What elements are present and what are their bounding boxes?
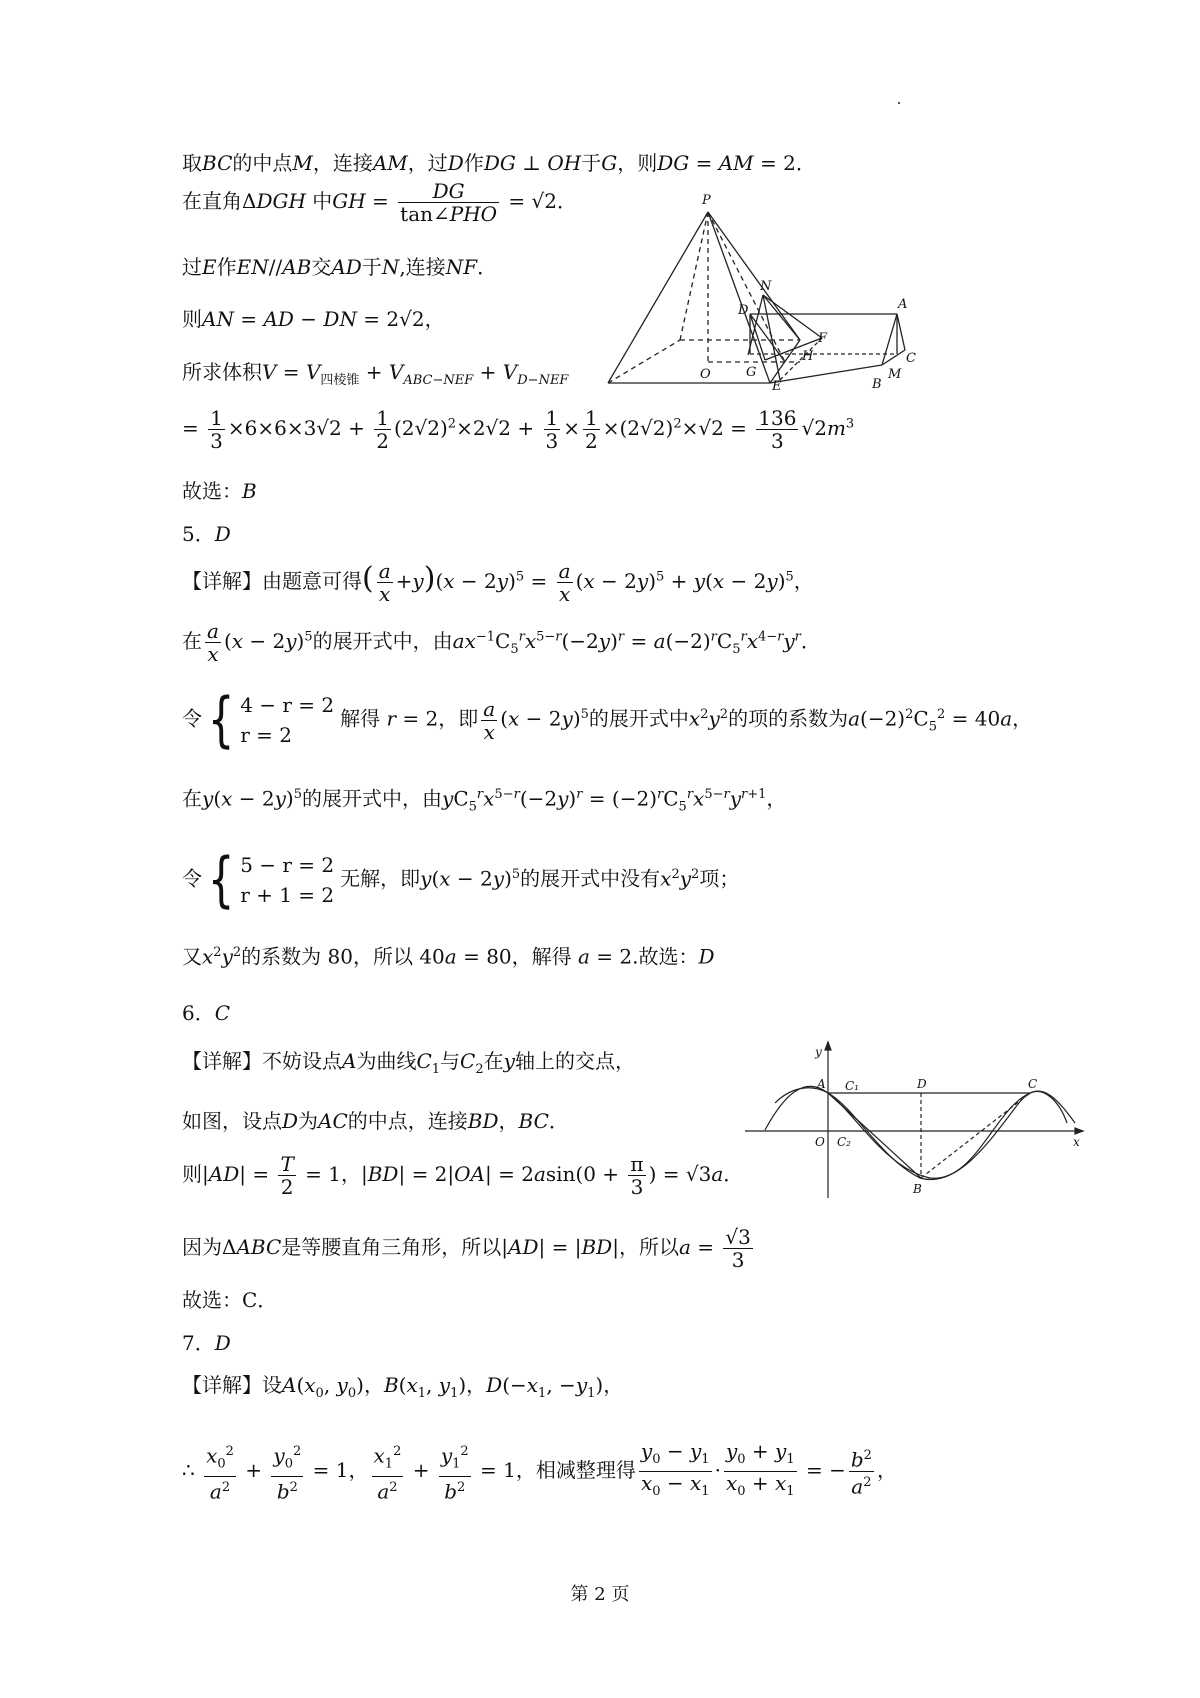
q5-line-3: 令 { 4 − r = 2 r = 2 解得 r = 2，即 $\frac{a}{x}$ $(x - 2y)^5$的展开式中$x^2y^2$的项的系数为$a(-2)^2C_5^2 = 40a$， [182, 685, 1033, 755]
label-M: M [888, 367, 902, 382]
q5-heading: 5．D [182, 522, 231, 546]
q6-line-4: 因为ΔABC是等腰直角三角形，所以|AD| = |BD|，所以a = $\frac{√3}{3}$ [182, 1225, 751, 1272]
label-B: B [872, 377, 882, 392]
q5-line-2: 在 $\frac{a}{x}$ $(x - 2y)^5$的展开式中，由$ax^{-1}C_5^rx^{5-r}(-2y)^r = a(-2)^rC_5^rx^{4-r}y^r$． [182, 619, 821, 666]
label-O: O [700, 367, 711, 382]
q6-line-3: 则|AD| = $\frac{T}{2}$ = 1，|BD| = 2|OA| = 2asin(0 + $\frac{\pi}{3}$ ) = √3a． [182, 1152, 744, 1199]
label-D: D [917, 1077, 927, 1091]
label-F: F [818, 331, 828, 346]
q5-system-1-eq1: 4 − r = 2 [240, 693, 335, 717]
text-line-1: 取BC的中点M，连接AM，过D作DG ⊥ OH于G，则DG = AM = 2． [182, 151, 816, 175]
label-O: O [815, 1135, 825, 1149]
label-x: x [1073, 1135, 1080, 1149]
label-E: E [772, 379, 782, 394]
text-line-7: 故选：B [182, 479, 257, 503]
q7-line-2: ∴ $\frac{x_0^2}{a^2}$ + $\frac{y_0^2}{b^2}$ = 1， $\frac{x_1^2}{a^2}$ + $\frac{y_1^2}{b^2}$ = 1，相减整理得 $\frac{y_0 - y_1}{x_0 - x_1}$ · $\frac{y_0 + y_1}{x_0 + x_1}$ = − $\frac{b^2}{a^2}$ ， [182, 1439, 897, 1504]
q7-line-1: 【详解】设$A(x_0$, $y_0$)，$B(x_1$, $y_1$)，$D(-x_1$, $-y_1$)， [182, 1373, 624, 1401]
corner-dot [898, 102, 900, 104]
q5-line-5: 令 { 5 − r = 2 r + 1 = 2 无解，即$y(x - 2y)^5$的展开式中没有$x^2y^2$项； [182, 845, 740, 915]
label-C2: C₂ [837, 1135, 851, 1149]
q5-system-2-eq1: 5 − r = 2 [240, 853, 335, 877]
text-line-6: = $\frac{1}{3}$ ×6×6×3√2 + $\frac{1}{2}$ $(2√2)^2\times 2√2$ + $\frac{1}{3}$ × $\frac{1}{2}$ $\times(2√2)^2\times√2$ = $\frac{136}{3}$ $√2m^3$ [182, 406, 855, 453]
label-A: A [898, 297, 908, 312]
q6-heading: 6．C [182, 1001, 231, 1025]
q6-line-2: 如图，设点D为AC的中点，连接BD，BC． [182, 1109, 569, 1133]
label-C1: C₁ [845, 1079, 859, 1093]
q5-system-1-eq2: r = 2 [240, 723, 292, 747]
q5-line-1: 【详解】由题意可得( $\frac{a}{x}$ $+y)(x - 2y)^5$ = $\frac{a}{x}$ $(x - 2y)^5 + y(x - 2y)^5$， [182, 559, 814, 606]
q6-line-1: 【详解】不妨设点A为曲线$C_1$与$C_2$在y轴上的交点， [182, 1049, 635, 1077]
text-line-5: 所求体积$V = V_{四棱锥} + V_{ABC-NEF} + V_{D-NEF}$ [182, 360, 569, 388]
page-footer: 第 2 页 [570, 1584, 630, 1605]
label-y: y [815, 1045, 822, 1059]
text-line-3: 过E作EN//AB交AD于N,连接NF． [182, 255, 498, 279]
label-P: P [702, 193, 711, 208]
text-line-4: 则AN = AD − DN = 2√2， [182, 307, 445, 331]
label-B: B [913, 1182, 922, 1196]
label-A: A [817, 1077, 826, 1091]
label-C: C [1028, 1077, 1038, 1091]
label-H: H [802, 349, 814, 364]
pyramid-figure [600, 190, 920, 395]
q5-system-2-eq2: r + 1 = 2 [240, 883, 335, 907]
q5-line-4: 在$y(x - 2y)^5$的展开式中，由$yC_5^rx^{5-r}(-2y)^r = (-2)^rC_5^rx^{5-r}y^{r+1}$， [182, 786, 787, 815]
label-N: N [760, 279, 772, 294]
label-D: D [738, 303, 749, 318]
label-C: C [906, 351, 916, 366]
label-G: G [746, 365, 757, 380]
sine-curves-figure [745, 1038, 1085, 1198]
q5-line-6: 又$x^2y^2$的系数为 80，所以 40a = 80，解得 a = 2.故选：D [182, 944, 715, 969]
text-line-2: 在直角ΔDGH 中GH = $\frac{DG}{\text{tan∠PHO}}$ = √2． [182, 179, 578, 226]
q6-line-5: 故选：C． [182, 1288, 278, 1312]
q7-heading: 7．D [182, 1331, 231, 1355]
